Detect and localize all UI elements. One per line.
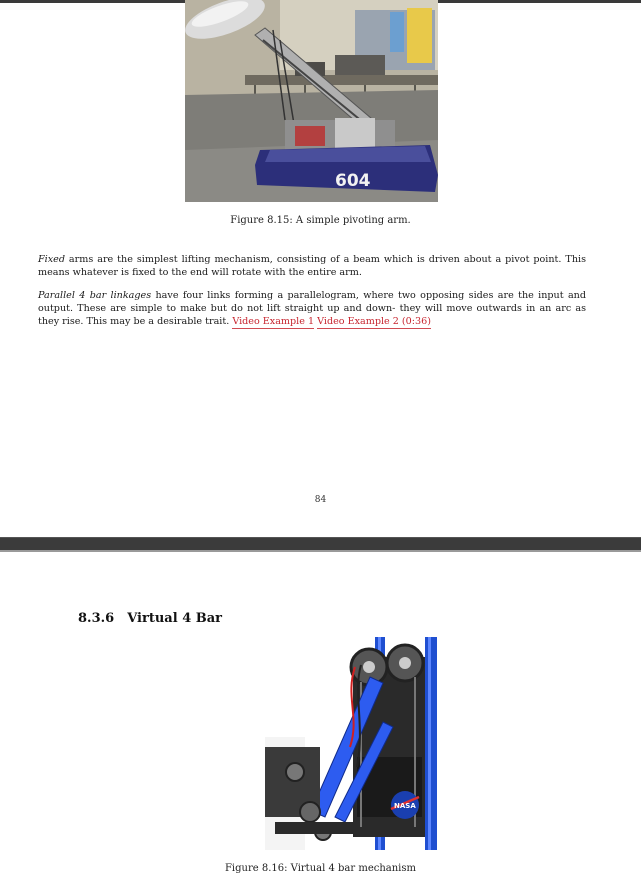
- term-fixed: Fixed: [38, 254, 65, 265]
- paragraph-fixed-arms: [38, 253, 586, 279]
- section-number: 8.3.6: [78, 611, 115, 626]
- page-number: 84: [314, 495, 327, 505]
- video-example-2-link[interactable]: Video Example 2 (0:36): [317, 316, 431, 327]
- figure-virtual-4-bar-photo: [265, 637, 443, 850]
- paragraph-parallel-linkages: [38, 289, 586, 328]
- document-page-85: [0, 552, 641, 882]
- figure-pivoting-arm-photo: [185, 0, 438, 202]
- nasa-logo: NASA: [394, 802, 416, 810]
- page-separator: [0, 537, 641, 551]
- figure-8-16-caption: Figure 8.16: Virtual 4 bar mechanism: [224, 863, 416, 874]
- section-title: Virtual 4 Bar: [127, 611, 223, 626]
- paragraph-parallel-linkages-text: have four links forming a parallelogram, where two opposing sides are the input and output. These are simple to make but do not lift straight up and down- they will move outwards in an arc as they rise. This may be a desirable trait.: [38, 290, 586, 327]
- figure-8-15-caption: Figure 8.15: A simple pivoting arm.: [230, 215, 411, 226]
- paragraph-fixed-arms-text: arms are the simplest lifting mechanism, consisting of a beam which is driven about a pivot point. This means whatever is fixed to the end will rotate with the entire arm.: [38, 254, 586, 278]
- robot-number-label: 604: [335, 171, 371, 191]
- section-heading-virtual-4-bar: [78, 611, 222, 626]
- video-example-1-link[interactable]: Video Example 1: [232, 316, 315, 327]
- term-parallel-4-bar: Parallel 4 bar linkages: [38, 290, 152, 301]
